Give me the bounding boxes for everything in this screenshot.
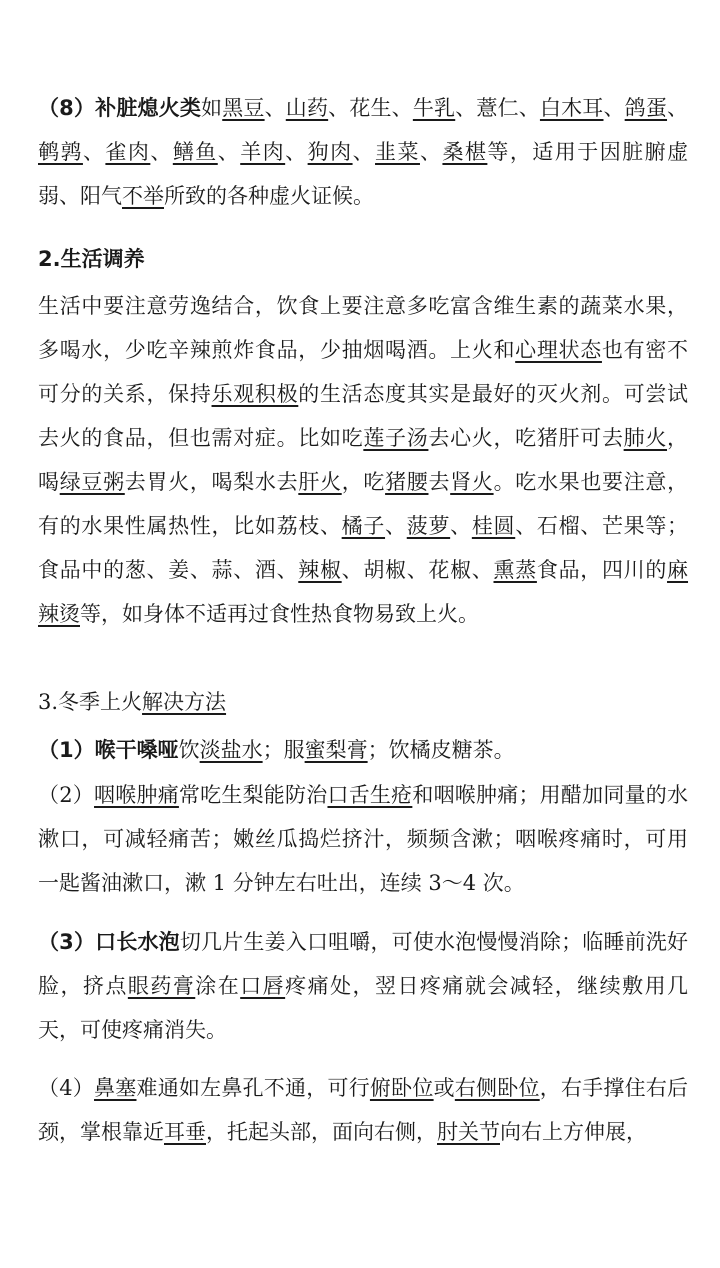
text-run: 向右上方伸展， (500, 1120, 647, 1144)
paragraph-dry-throat (38, 728, 688, 772)
underlined-term: 鹌鹑 (38, 140, 83, 164)
text-run: ；服 (262, 738, 305, 762)
underlined-term: 牛乳 (412, 96, 456, 120)
text-run: 涂在 (195, 974, 241, 998)
text-run: 2.生活调养 (38, 247, 145, 271)
text-run: 和咽喉肿痛；用醋加同量的水漱口，可减轻痛苦；嫩丝瓜捣烂挤汁，频频含漱；咽喉疼痛时，可用一匙酱油漱口，漱 1 分钟左右吐出，连续 3～4 次。 (38, 783, 689, 895)
underlined-term: 羊肉 (240, 140, 286, 164)
text-run: 去心火，吃猪肝可去 (428, 426, 624, 450)
text-run: 3.冬季上火 (38, 690, 143, 714)
text-run: 、石榴、芒果等；食品中的葱、姜、蒜、酒、 (38, 514, 689, 582)
underlined-term: 橘子 (341, 514, 386, 538)
underlined-term: 俯卧位 (369, 1076, 434, 1100)
text-run: ，喝 (38, 426, 689, 494)
text-run: 也有密不可分的关系，保持 (38, 338, 689, 406)
underlined-term: 乐观积极 (211, 382, 299, 406)
underlined-term: 韭菜 (375, 140, 420, 164)
paragraph-life-care (38, 284, 688, 636)
underlined-term: 辣椒 (298, 558, 342, 582)
section-heading-life-care (38, 237, 688, 281)
bold-label: （1）喉干嗓哑 (38, 738, 179, 762)
text-run: 、花生、 (328, 96, 413, 120)
underlined-term: 鸽蛋 (624, 96, 668, 120)
underlined-term: 雀肉 (105, 140, 151, 164)
text-run: 常吃生梨能防治 (178, 783, 328, 807)
underlined-term: 猪腰 (385, 470, 429, 494)
text-run: 食品，四川的 (536, 558, 668, 582)
underlined-term: 鳝鱼 (172, 140, 218, 164)
underlined-term: 不举 (122, 184, 164, 208)
text-run: 所致的各种虚火证候。 (164, 184, 374, 208)
text-run: 、 (385, 514, 407, 538)
text-run: 或 (433, 1076, 455, 1100)
text-run: 切几片生姜入口咀嚼，可使水泡慢慢消除；临睡前洗好脸，挤点 (38, 930, 688, 998)
text-run: 、 (217, 140, 241, 164)
text-run: 生活中要注意劳逸结合，饮食上要注意多吃富含维生素的蔬菜水果，多喝水，少吃辛辣煎炸食品，少抽烟喝酒。上火和 (38, 294, 688, 362)
underlined-term: 眼药膏 (127, 974, 196, 998)
text-run: 饮 (178, 738, 200, 762)
underlined-term: 咽喉肿痛 (94, 783, 179, 807)
underlined-term: 口舌生疮 (327, 783, 413, 807)
text-run: 、 (419, 140, 443, 164)
bold-label: （8）补脏熄火类 (38, 96, 202, 120)
text-run: 、 (450, 514, 472, 538)
underlined-term: 解决方法 (142, 690, 227, 714)
underlined-term: 肾火 (450, 470, 494, 494)
underlined-term: 口唇 (240, 974, 286, 998)
section-heading-winter-remedies (38, 680, 688, 724)
text-run: 、薏仁、 (455, 96, 540, 120)
text-run: 、 (285, 140, 308, 164)
underlined-term: 肘关节 (437, 1120, 500, 1144)
paragraph-sore-throat (38, 773, 688, 905)
text-run: 去 (428, 470, 451, 494)
text-run: （2） (38, 783, 95, 807)
text-run: 的生活态度其实是最好的灭火剂。可尝试去火的食品，但也需对症。比如吃 (38, 382, 689, 450)
text-run: 、 (667, 96, 689, 120)
underlined-term: 右侧卧位 (454, 1076, 540, 1100)
text-run: 、 (352, 140, 376, 164)
underlined-term: 狗肉 (307, 140, 353, 164)
text-run: 等，适用于因脏腑虚弱、阳气 (38, 140, 689, 208)
text-run: 难通如左鼻孔不通，可行 (136, 1076, 370, 1100)
underlined-term: 熏蒸 (493, 558, 537, 582)
underlined-term: 肝火 (298, 470, 342, 494)
text-run: 、 (150, 140, 173, 164)
underlined-term: 肺火 (623, 426, 668, 450)
paragraph-nasal-congestion (38, 1066, 688, 1154)
underlined-term: 蜜梨膏 (304, 738, 368, 762)
underlined-term: 黑豆 (222, 96, 265, 120)
underlined-term: 莲子汤 (363, 426, 429, 450)
underlined-term: 耳垂 (164, 1120, 206, 1144)
underlined-term: 绿豆粥 (59, 470, 125, 494)
underlined-term: 菠萝 (406, 514, 451, 538)
text-run: 、胡椒、花椒、 (341, 558, 494, 582)
text-run: 、 (264, 96, 286, 120)
bold-label: （3）口长水泡 (38, 930, 180, 954)
text-run: 。吃水果也要注意，有的水果性属热性，比如荔枝、 (38, 470, 689, 538)
text-run: 等，如身体不适再过食性热食物易致上火。 (80, 602, 479, 626)
text-run: 、 (82, 140, 106, 164)
underlined-term: 白木耳 (539, 96, 604, 120)
underlined-term: 桑椹 (442, 140, 488, 164)
underlined-term: 山药 (285, 96, 329, 120)
text-run: 疼痛处，翌日疼痛就会减轻，继续敷用几天，可使疼痛消失。 (38, 974, 689, 1042)
text-run: ，托起头部，面向右侧， (206, 1120, 437, 1144)
text-run: ；饮橘皮糖茶。 (367, 738, 515, 762)
paragraph-mouth-blisters (38, 920, 688, 1052)
text-run: 去胃火，喝梨水去 (124, 470, 299, 494)
text-run: ，右手撑住右后颈，掌根靠近 (38, 1076, 689, 1144)
underlined-term: 淡盐水 (199, 738, 263, 762)
underlined-term: 麻辣烫 (38, 558, 689, 626)
underlined-term: 桂圆 (471, 514, 516, 538)
underlined-term: 心理状态 (515, 338, 602, 362)
paragraph-tonify-organs (38, 86, 688, 218)
text-run: 、 (603, 96, 625, 120)
underlined-term: 鼻塞 (94, 1076, 137, 1100)
text-run: ，吃 (341, 470, 386, 494)
text-run: （4） (38, 1076, 95, 1100)
text-run: 如 (201, 96, 223, 120)
